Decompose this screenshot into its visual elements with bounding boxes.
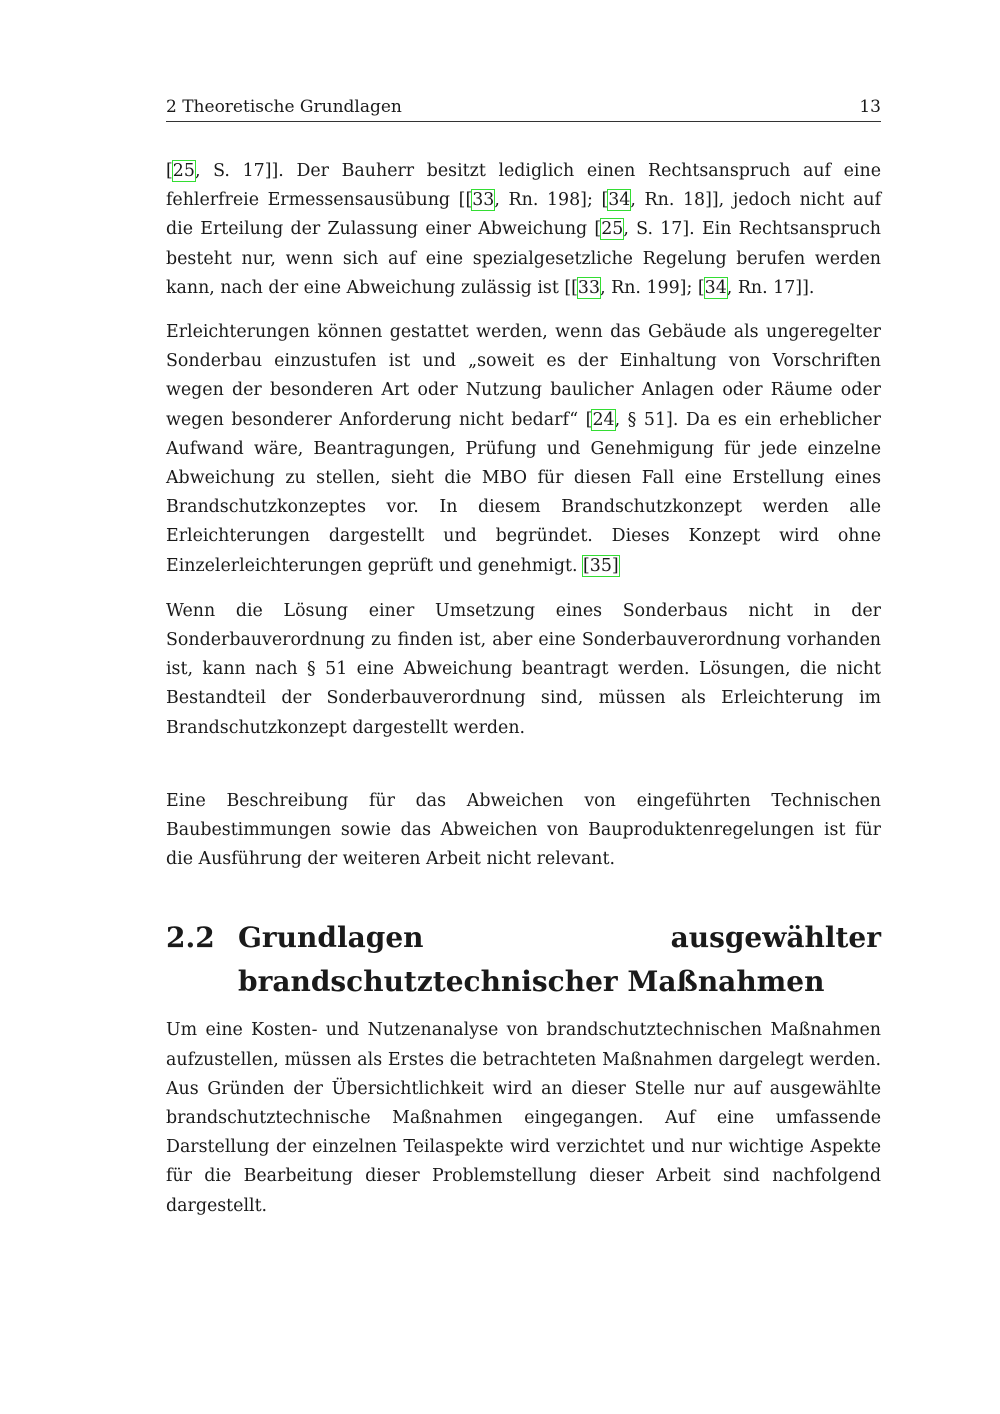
- body-text: [166, 157, 881, 1221]
- section-title: Grundlagen ausgewählter brandschutztechnischer Maßnahmen: [238, 921, 881, 999]
- running-header: [166, 95, 881, 122]
- paragraph-1: [25, S. 17]]. Der Bauherr besitzt lediglich einen Rechtsanspruch auf eine fehlerfreie Ermessensausübung [[33, Rn. 198]; [34, Rn. 18]], jedoch nicht auf die Erteilung der Zulassung einer Abweichung [25, S. 17]. Ein Rechtsanspruch besteht nur, wenn sich auf eine spezialgesetzliche Regelung berufen werden kann, nach der eine Abweichung zulässig ist [[33, Rn. 199]; [34, Rn. 17]].: [166, 161, 882, 298]
- paragraph-3: Wenn die Lösung einer Umsetzung eines Sonderbaus nicht in der Sonderbauverordnung zu finden ist, aber eine Sonderbauverordnung vorhanden ist, kann nach § 51 eine Abweichung beantragt werden. Lösungen, die nicht Bestandteil der Sonderbauverordnung sind, müssen als Erleichterung im Brandschutzkonzept dargestellt werden.: [166, 600, 881, 738]
- header-chapter-title: 2 Theoretische Grundlagen: [166, 97, 402, 117]
- citation-link[interactable]: 33: [577, 277, 601, 298]
- paragraph-2: Erleichterungen können gestattet werden, wenn das Gebäude als ungeregelter Sonderbau einzustufen ist und „soweit es der Einhaltung von Vorschriften wegen der besonderen Art oder Nutzung baulicher Anlagen oder Räume oder wegen besonderer Anforderung nicht bedarf“ [24, § 51]. Da es ein erheblicher Aufwand wäre, Beantragungen, Prüfung und Genehmigung für jede einzelne Abweichung zu stellen, sieht die MBO für diesen Fall eine Erstellung eines Brandschutzkonzeptes vor. In diesem Brandschutzkonzept werden alle Erleichterungen dargestellt und begründet. Dieses Konzept wird ohne Einzelerleichterungen geprüft und genehmigt. [35]: [166, 322, 881, 576]
- paragraph-4: Eine Beschreibung für das Abweichen von eingeführten Technischen Baubestimmungen sowie das Abweichen von Bauproduktenregelungen ist für die Ausführung der weiteren Arbeit nicht relevant.: [166, 790, 881, 870]
- section-number: 2.2: [166, 921, 215, 955]
- citation-link[interactable]: 34: [704, 277, 727, 298]
- citation-link[interactable]: 33: [472, 190, 495, 211]
- citation-link[interactable]: [35]: [583, 555, 619, 576]
- citation-link[interactable]: 24: [592, 409, 615, 430]
- citation-link[interactable]: 34: [608, 190, 631, 211]
- citation-link[interactable]: 25: [601, 219, 624, 240]
- section-heading: [166, 916, 881, 1004]
- page-number: 13: [859, 97, 881, 117]
- paragraph-5: Um eine Kosten- und Nutzenanalyse von brandschutztechnischen Maßnahmen aufzustellen, müssen als Erstes die betrachteten Maßnahmen dargelegt werden. Aus Gründen der Übersichtlichkeit wird an dieser Stelle nur auf ausgewählte brandschutztechnische Maßnahmen eingegangen. Auf eine umfassende Darstellung der einzelnen Teilaspekte wird verzichtet und nur wichtige Aspekte für die Bearbeitung dieser Problemstellung dieser Arbeit sind nachfolgend dargestellt.: [166, 1020, 881, 1216]
- citation-link[interactable]: 25: [172, 161, 195, 181]
